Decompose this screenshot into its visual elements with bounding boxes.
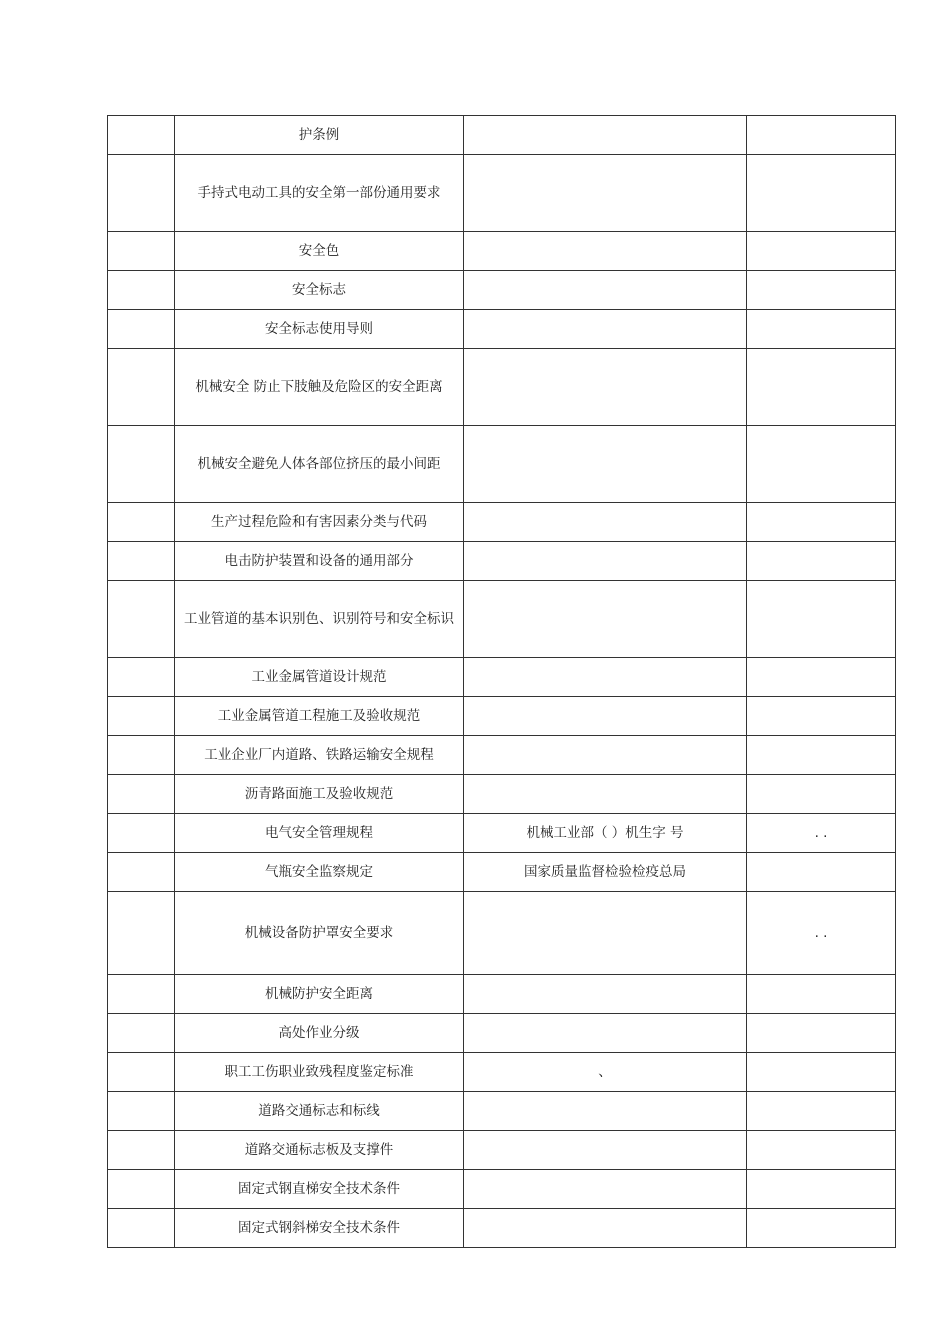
table-row: [108, 542, 896, 581]
row-number-cell: [108, 853, 175, 892]
issuer-cell: [464, 1014, 747, 1053]
regulation-name-cell: 安全标志: [175, 271, 464, 310]
date-cell: [747, 581, 896, 658]
table-row: [108, 814, 896, 853]
date-cell: [747, 349, 896, 426]
table-row: [108, 658, 896, 697]
date-cell: [747, 1053, 896, 1092]
date-cell: [747, 426, 896, 503]
table-row: [108, 853, 896, 892]
issuer-cell: [464, 503, 747, 542]
row-number-cell: [108, 155, 175, 232]
date-cell: [747, 1014, 896, 1053]
table-row: [108, 697, 896, 736]
issuer-cell: [464, 1131, 747, 1170]
issuer-cell: [464, 775, 747, 814]
issuer-cell: 国家质量监督检验检疫总局: [464, 853, 747, 892]
date-cell: [747, 775, 896, 814]
table-row: [108, 1170, 896, 1209]
date-cell: [747, 116, 896, 155]
regulation-name-cell: 护条例: [175, 116, 464, 155]
issuer-cell: [464, 1209, 747, 1248]
table-row: [108, 975, 896, 1014]
table-row: [108, 1014, 896, 1053]
regulation-name-cell: 安全标志使用导则: [175, 310, 464, 349]
date-cell: [747, 1209, 896, 1248]
table-row: [108, 1131, 896, 1170]
table-row: [108, 1092, 896, 1131]
table-row: [108, 775, 896, 814]
table-row: [108, 155, 896, 232]
regulation-name-cell: 职工工伤职业致残程度鉴定标准: [175, 1053, 464, 1092]
issuer-cell: [464, 116, 747, 155]
issuer-cell: [464, 349, 747, 426]
date-cell: . .: [747, 814, 896, 853]
row-number-cell: [108, 1131, 175, 1170]
row-number-cell: [108, 892, 175, 975]
row-number-cell: [108, 542, 175, 581]
regulation-name-cell: 工业企业厂内道路、铁路运输安全规程: [175, 736, 464, 775]
date-cell: [747, 697, 896, 736]
date-cell: [747, 155, 896, 232]
row-number-cell: [108, 775, 175, 814]
issuer-cell: [464, 271, 747, 310]
regulation-table: [107, 115, 896, 1248]
issuer-cell: [464, 697, 747, 736]
issuer-cell: [464, 1092, 747, 1131]
issuer-cell: [464, 542, 747, 581]
issuer-cell: [464, 232, 747, 271]
issuer-cell: [464, 155, 747, 232]
table-row: [108, 232, 896, 271]
date-cell: [747, 975, 896, 1014]
table-row: [108, 310, 896, 349]
date-cell: [747, 736, 896, 775]
row-number-cell: [108, 271, 175, 310]
table-row: [108, 736, 896, 775]
regulation-name-cell: 机械设备防护罩安全要求: [175, 892, 464, 975]
row-number-cell: [108, 736, 175, 775]
table-row: [108, 271, 896, 310]
regulation-name-cell: 电气安全管理规程: [175, 814, 464, 853]
row-number-cell: [108, 1209, 175, 1248]
regulation-name-cell: 手持式电动工具的安全第一部份通用要求: [175, 155, 464, 232]
regulation-name-cell: 高处作业分级: [175, 1014, 464, 1053]
table-row: [108, 503, 896, 542]
row-number-cell: [108, 581, 175, 658]
issuer-cell: [464, 426, 747, 503]
row-number-cell: [108, 1014, 175, 1053]
regulation-name-cell: 气瓶安全监察规定: [175, 853, 464, 892]
regulation-name-cell: 沥青路面施工及验收规范: [175, 775, 464, 814]
regulation-name-cell: 机械安全避免人体各部位挤压的最小间距: [175, 426, 464, 503]
table-row: [108, 892, 896, 975]
date-cell: [747, 658, 896, 697]
date-cell: [747, 1131, 896, 1170]
table-row: [108, 1053, 896, 1092]
issuer-cell: [464, 892, 747, 975]
issuer-cell: [464, 1170, 747, 1209]
issuer-cell: [464, 736, 747, 775]
row-number-cell: [108, 1170, 175, 1209]
row-number-cell: [108, 349, 175, 426]
date-cell: [747, 503, 896, 542]
row-number-cell: [108, 1092, 175, 1131]
regulation-name-cell: 道路交通标志和标线: [175, 1092, 464, 1131]
regulation-name-cell: 道路交通标志板及支撑件: [175, 1131, 464, 1170]
date-cell: [747, 232, 896, 271]
regulation-name-cell: 工业金属管道设计规范: [175, 658, 464, 697]
regulation-name-cell: 生产过程危险和有害因素分类与代码: [175, 503, 464, 542]
regulation-name-cell: 固定式钢直梯安全技术条件: [175, 1170, 464, 1209]
row-number-cell: [108, 1053, 175, 1092]
date-cell: [747, 542, 896, 581]
regulation-name-cell: 工业金属管道工程施工及验收规范: [175, 697, 464, 736]
date-cell: [747, 1170, 896, 1209]
table-row: [108, 349, 896, 426]
date-cell: . .: [747, 892, 896, 975]
date-cell: [747, 271, 896, 310]
regulation-name-cell: 工业管道的基本识别色、识别符号和安全标识: [175, 581, 464, 658]
row-number-cell: [108, 503, 175, 542]
table-row: [108, 1209, 896, 1248]
regulation-name-cell: 电击防护装置和设备的通用部分: [175, 542, 464, 581]
row-number-cell: [108, 658, 175, 697]
issuer-cell: 机械工业部（ ）机生字 号: [464, 814, 747, 853]
row-number-cell: [108, 975, 175, 1014]
row-number-cell: [108, 814, 175, 853]
regulation-name-cell: 固定式钢斜梯安全技术条件: [175, 1209, 464, 1248]
regulation-name-cell: 安全色: [175, 232, 464, 271]
row-number-cell: [108, 697, 175, 736]
issuer-cell: [464, 310, 747, 349]
date-cell: [747, 310, 896, 349]
date-cell: [747, 1092, 896, 1131]
issuer-cell: 、: [464, 1053, 747, 1092]
row-number-cell: [108, 116, 175, 155]
issuer-cell: [464, 581, 747, 658]
row-number-cell: [108, 310, 175, 349]
row-number-cell: [108, 232, 175, 271]
regulation-name-cell: 机械安全 防止下肢触及危险区的安全距离: [175, 349, 464, 426]
issuer-cell: [464, 658, 747, 697]
table-row: [108, 581, 896, 658]
table-row: [108, 116, 896, 155]
regulation-name-cell: 机械防护安全距离: [175, 975, 464, 1014]
row-number-cell: [108, 426, 175, 503]
issuer-cell: [464, 975, 747, 1014]
date-cell: [747, 853, 896, 892]
table-row: [108, 426, 896, 503]
